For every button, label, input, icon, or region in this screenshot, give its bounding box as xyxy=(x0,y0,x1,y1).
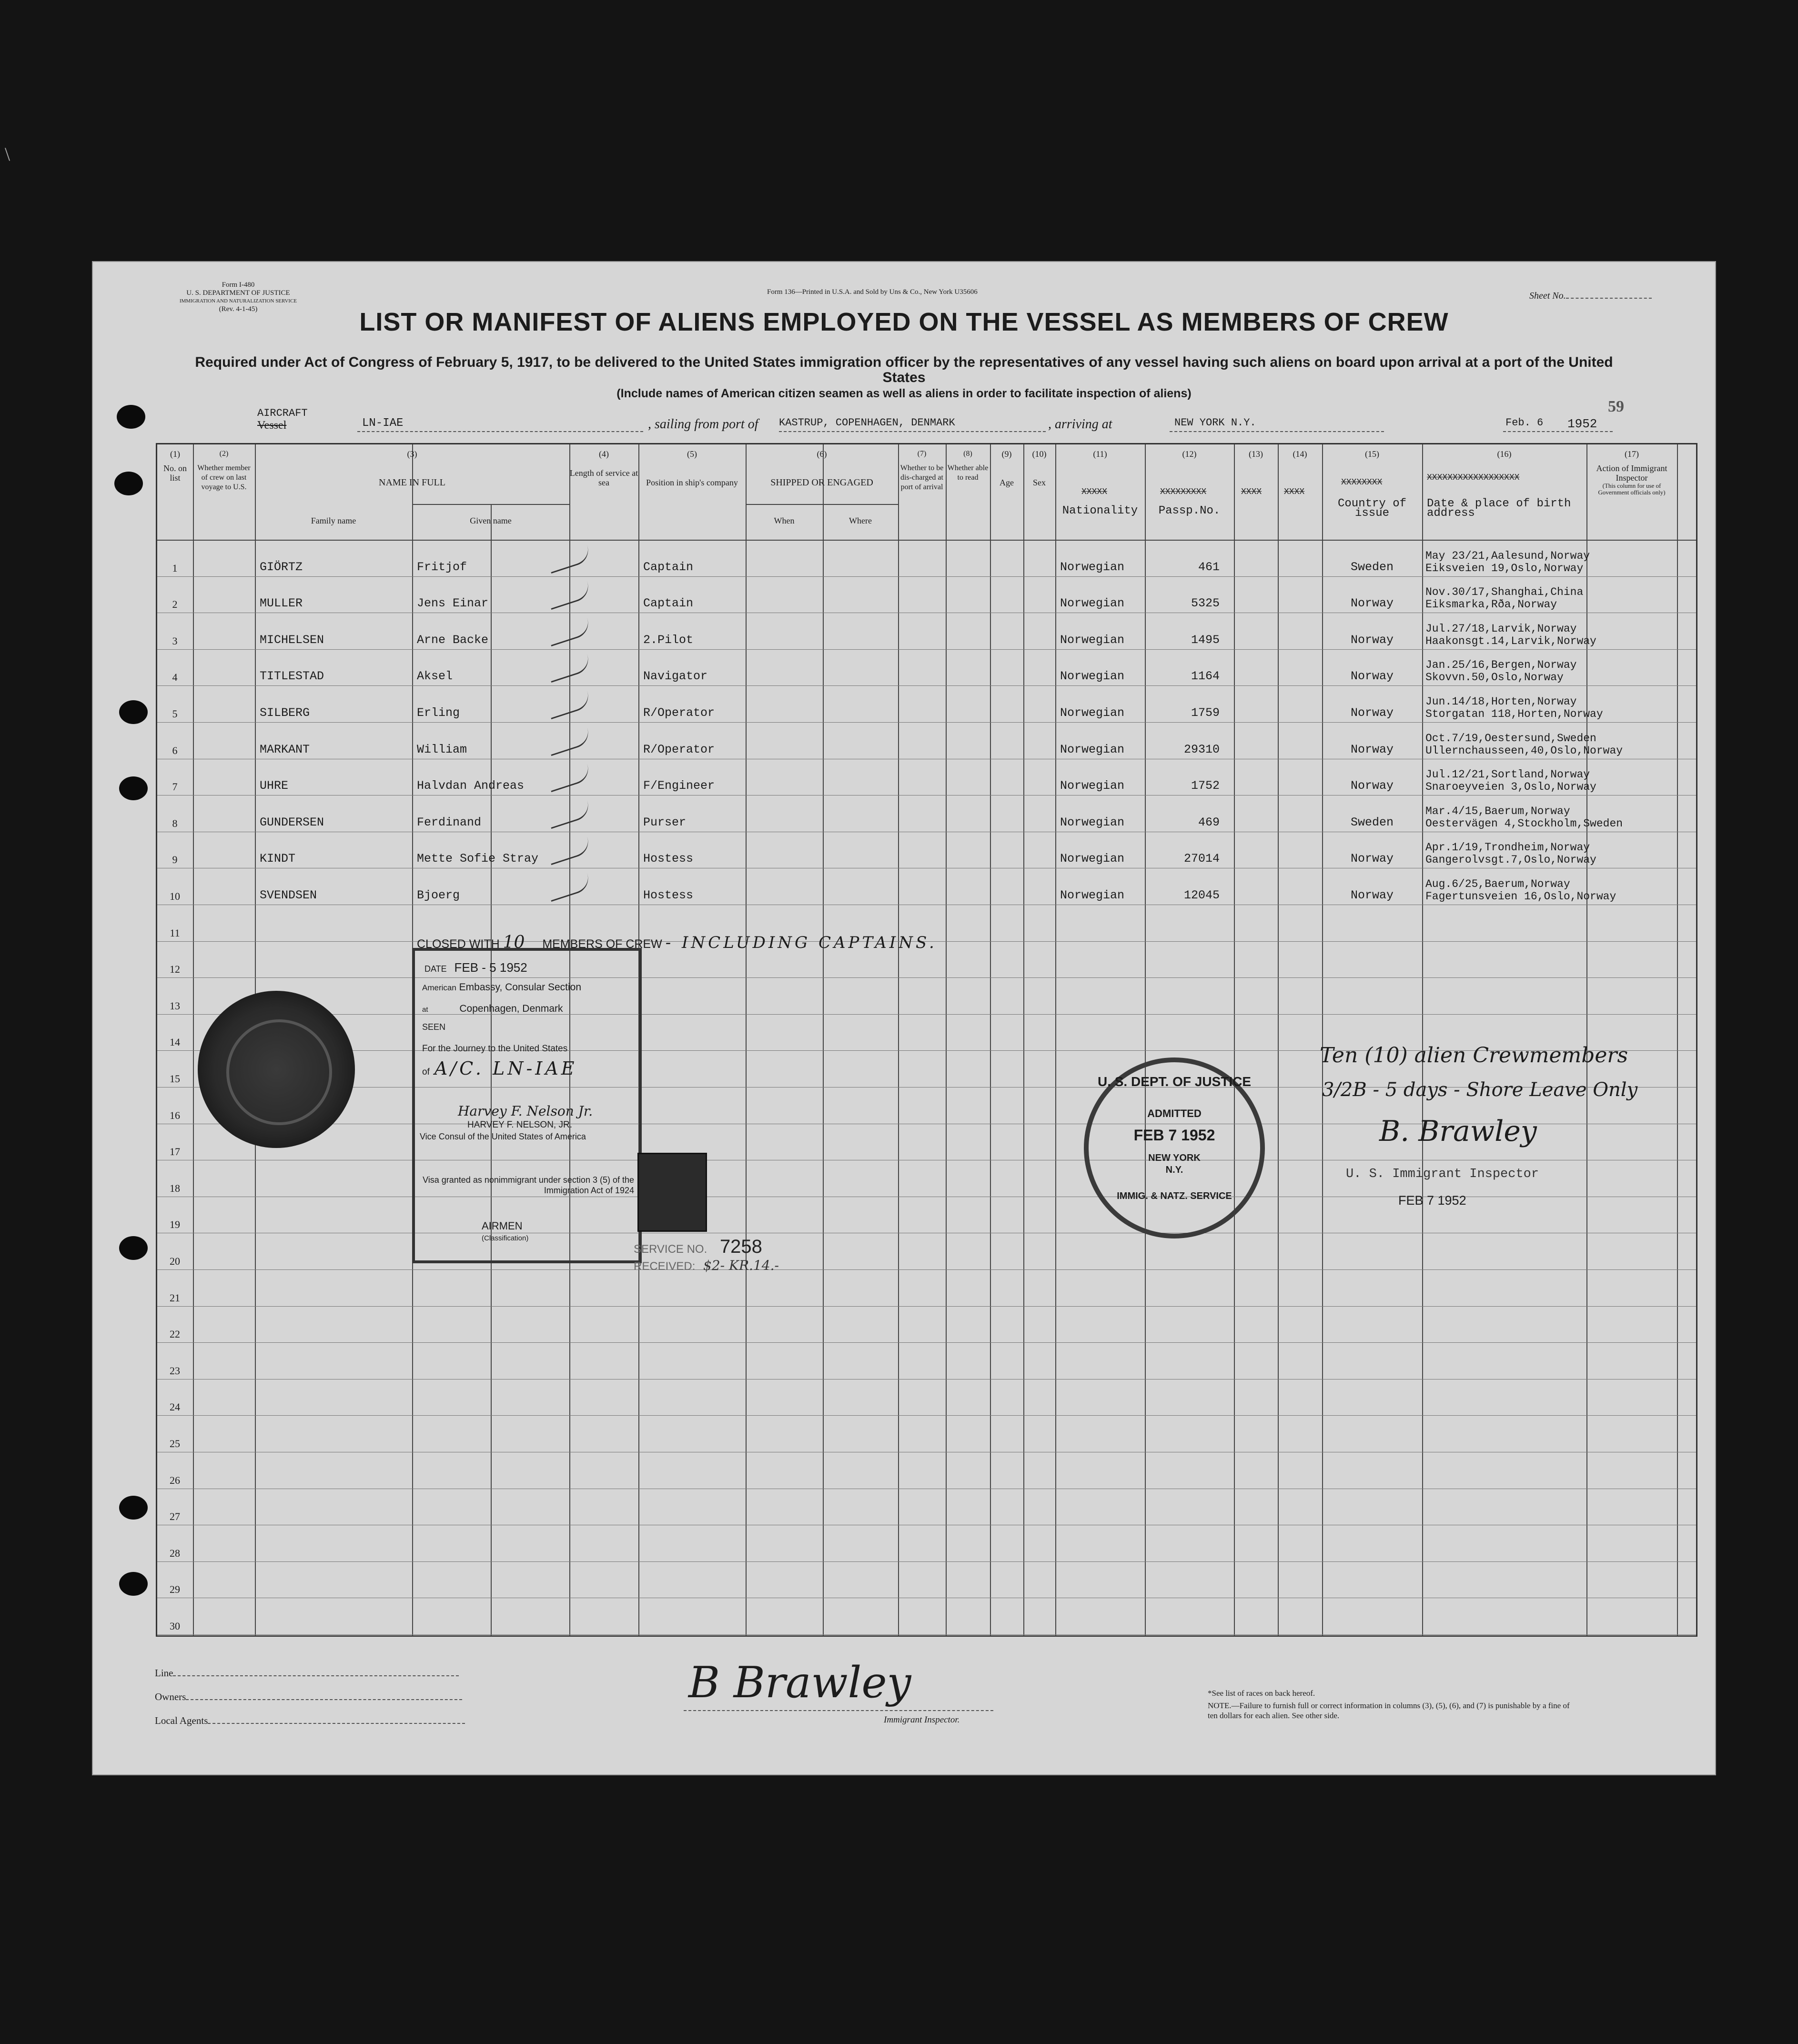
crew-nationality: Norwegian xyxy=(1060,815,1125,829)
printer-note: Form 136—Printed in U.S.A. and Sold by Uns & Co., New York U35606 xyxy=(767,288,978,296)
stamp-bottom-text: IMMIG. & NATZ. SERVICE xyxy=(1117,1191,1232,1201)
struck-header: XXXXXXXXXXXXXXXXXX xyxy=(1427,473,1520,483)
crew-country: Norway xyxy=(1350,779,1394,793)
crew-address: Skovvn.50,Oslo,Norway xyxy=(1425,671,1564,684)
crew-passport: 12045 xyxy=(1183,888,1220,902)
row-number: 23 xyxy=(170,1364,180,1377)
stamp-journey: For the Journey to the United States xyxy=(422,1044,568,1054)
row-number: 10 xyxy=(170,890,180,902)
crew-address: Fagertunsveien 16,Oslo,Norway xyxy=(1425,890,1616,903)
header-divider xyxy=(157,540,1696,541)
row-number: 29 xyxy=(170,1583,180,1596)
form-number: Form I-480 xyxy=(222,281,255,289)
stamp-embassy-row: American Embassy, Consular Section xyxy=(422,982,582,993)
closing-typed: CLOSED WITH xyxy=(417,937,500,951)
crew-address: Eiksveien 19,Oslo,Norway xyxy=(1425,562,1584,574)
crew-given: Arne Backe xyxy=(417,633,489,647)
row-number: 16 xyxy=(170,1109,180,1121)
row-number: 21 xyxy=(170,1291,180,1304)
row-line xyxy=(157,1014,1696,1015)
crew-address: Haakonsgt.14,Larvik,Norway xyxy=(1425,634,1596,647)
crew-country: Norway xyxy=(1350,742,1394,756)
crew-birth: Aug.6/25,Baerum,Norway xyxy=(1425,878,1570,890)
crew-nationality: Norwegian xyxy=(1060,596,1125,611)
crew-given: Aksel xyxy=(417,669,453,684)
col3-header: (3) NAME IN FULL xyxy=(379,449,445,488)
crew-given: William xyxy=(417,742,467,756)
crew-country: Sweden xyxy=(1350,815,1394,829)
sailing-label: , sailing from port of xyxy=(648,417,758,432)
crew-position: Navigator xyxy=(643,669,708,684)
crew-nationality: Norwegian xyxy=(1060,779,1125,793)
struck-header: XXXXXXXX xyxy=(1341,478,1383,487)
crew-address: Eiksmarka,Rða,Norway xyxy=(1425,598,1557,611)
row-number: 8 xyxy=(172,817,178,829)
col8-header: (8) Whether able to read xyxy=(947,450,989,482)
crew-passport: 1759 xyxy=(1191,706,1220,720)
crew-position: 2.Pilot xyxy=(643,633,694,647)
page-title: LIST OR MANIFEST OF ALIENS EMPLOYED ON THE VESSEL AS MEMBERS OF CREW xyxy=(359,308,1449,336)
row-line xyxy=(157,1269,1696,1270)
row-number: 13 xyxy=(170,999,180,1012)
page-subnote: (Include names of American citizen seamen as well as aliens in order to facilitate inspection of aliens) xyxy=(616,387,1192,400)
col13-header: (13) xyxy=(1249,449,1263,459)
col-divider xyxy=(1234,444,1235,1635)
crew-nationality: Norwegian xyxy=(1060,633,1125,647)
where-header: Where xyxy=(849,516,872,525)
crew-passport: 29310 xyxy=(1183,742,1220,756)
punch-hole xyxy=(119,776,148,800)
crew-given: Halvdan Andreas xyxy=(417,779,525,793)
department: U. S. DEPARTMENT OF JUSTICE xyxy=(186,289,290,297)
crew-passport: 1164 xyxy=(1191,669,1220,684)
crew-address: Snaroeyveien 3,Oslo,Norway xyxy=(1425,781,1596,794)
stamp-seen: SEEN xyxy=(422,1022,446,1032)
closing-typed2: MEMBERS OF CREW xyxy=(542,937,662,951)
when-header: When xyxy=(774,516,795,525)
footer-note1: *See list of races on back hereof. xyxy=(1208,1689,1315,1698)
crew-family: TITLESTAD xyxy=(260,669,324,684)
footer-owners-label: Owners xyxy=(155,1691,462,1703)
crew-given: Fritjof xyxy=(417,560,467,574)
closing-handwritten: - INCLUDING CAPTAINS. xyxy=(665,933,937,952)
row-number: 26 xyxy=(170,1474,180,1486)
crew-nationality: Norwegian xyxy=(1060,560,1125,574)
crew-country: Norway xyxy=(1350,888,1394,902)
service-fee-row: SERVICE NO. 7258 xyxy=(634,1236,762,1257)
ins-admitted-stamp xyxy=(1084,1057,1265,1238)
crew-position: F/Engineer xyxy=(643,779,715,793)
crew-birth: May 23/21,Aalesund,Norway xyxy=(1425,549,1590,562)
stamp-date: FEB 7 1952 xyxy=(1133,1127,1215,1144)
punch-hole xyxy=(119,700,148,724)
revision: (Rev. 4-1-45) xyxy=(219,305,258,313)
visa-class-label: (Classification) xyxy=(482,1234,529,1242)
crew-given: Erling xyxy=(417,706,460,720)
crew-family: GIÖRTZ xyxy=(260,560,303,574)
crew-address: Storgatan 118,Horten,Norway xyxy=(1425,708,1603,720)
col17-header: (17) Action of Immigrant Inspector (This column for use of Government officials only) xyxy=(1596,449,1667,496)
crew-address: Oestervägen 4,Stockholm,Sweden xyxy=(1425,817,1623,830)
crew-passport: 27014 xyxy=(1183,852,1220,866)
col7-header: (7) Whether to be dis-charged at port of arrival xyxy=(900,450,944,491)
crew-birth: Jan.25/16,Bergen,Norway xyxy=(1425,659,1577,672)
punch-hole xyxy=(117,405,145,429)
crew-position: Purser xyxy=(643,815,687,829)
col6-header: (6) SHIPPED OR ENGAGED xyxy=(770,449,873,488)
row-line xyxy=(157,1342,1696,1343)
crew-passport: 5325 xyxy=(1191,596,1220,611)
crew-nationality: Norwegian xyxy=(1060,706,1125,720)
punch-hole xyxy=(119,1496,148,1520)
col14-header: (14) xyxy=(1293,449,1307,459)
col-divider xyxy=(823,504,824,1635)
col-divider xyxy=(990,444,991,1635)
stamp-aircraft-row: of A/C. LN-IAE xyxy=(422,1058,577,1079)
consul-name: HARVEY F. NELSON, JR. xyxy=(467,1120,572,1130)
inspector-note-line1: Ten (10) alien Crewmembers xyxy=(1320,1043,1628,1067)
inspector-note-line2: 3/2B - 5 days - Shore Leave Only xyxy=(1322,1079,1638,1101)
col-divider xyxy=(746,444,747,1635)
visa-class: AIRMEN xyxy=(482,1220,523,1232)
row-line xyxy=(157,1634,1696,1635)
crew-given: Ferdinand xyxy=(417,815,482,829)
vessel-name: LN-IAE xyxy=(362,417,404,430)
col12-header: (12) Passp.No. xyxy=(1158,449,1221,517)
crew-family: GUNDERSEN xyxy=(260,815,324,829)
page-number: 59 xyxy=(1608,398,1624,415)
col5-header: (5) Position in ship's company xyxy=(646,449,738,487)
row-number: 30 xyxy=(170,1620,180,1632)
crew-birth: Nov.30/17,Shanghai,China xyxy=(1425,586,1584,599)
manifest-sheet xyxy=(93,262,1715,1774)
crew-address: Ullernchausseen,40,Oslo,Norway xyxy=(1425,744,1623,757)
crew-position: Hostess xyxy=(643,888,694,902)
received-fee-row: RECEIVED: $2- KR.14.- xyxy=(634,1258,779,1273)
crew-birth: Jul.27/18,Larvik,Norway xyxy=(1425,622,1577,635)
row-number: 1 xyxy=(172,562,178,574)
crew-country: Norway xyxy=(1350,596,1394,611)
struck-header: XXXX xyxy=(1241,487,1262,497)
row-number: 6 xyxy=(172,744,178,756)
row-line xyxy=(157,1561,1696,1562)
crew-position: R/Operator xyxy=(643,742,715,756)
closing-count: 10 xyxy=(503,933,525,952)
col9-header: (9) Age xyxy=(1000,449,1014,487)
given-name-header: Given name xyxy=(470,516,512,525)
embassy-visa-stamp xyxy=(412,948,642,1263)
port-underline xyxy=(779,431,1046,432)
stamp-date-row: DATE FEB - 5 1952 xyxy=(424,960,527,975)
row-number: 24 xyxy=(170,1401,180,1413)
col-divider xyxy=(1677,444,1678,1635)
row-number: 4 xyxy=(172,671,178,684)
revenue-stamp xyxy=(637,1153,707,1232)
footer-agents-label: Local Agents xyxy=(155,1715,465,1727)
crew-country: Norway xyxy=(1350,852,1394,866)
punch-hole xyxy=(119,1572,148,1596)
col2-header: (2) Whether member of crew on last voyage to U.S. xyxy=(197,450,251,491)
crew-family: UHRE xyxy=(260,779,289,793)
arrival-year: 1952 xyxy=(1567,417,1597,431)
row-line xyxy=(157,977,1696,978)
col4-header: (4) Length of service at sea xyxy=(569,449,638,487)
row-number: 25 xyxy=(170,1438,180,1450)
footer-signature-line xyxy=(684,1710,993,1711)
punch-hole xyxy=(114,472,143,495)
crew-position: Captain xyxy=(643,560,694,574)
arrival-underline xyxy=(1170,431,1384,432)
crew-birth: Jul.12/21,Sortland,Norway xyxy=(1425,768,1590,781)
crew-country: Sweden xyxy=(1350,560,1394,574)
struck-header: XXXXX xyxy=(1081,487,1108,497)
row-number: 12 xyxy=(170,963,180,976)
footer-inspector-caption: Immigrant Inspector. xyxy=(884,1715,960,1725)
crew-country: Norway xyxy=(1350,706,1394,720)
col15-header: (15) Country of issue xyxy=(1337,449,1407,520)
crew-position: Hostess xyxy=(643,852,694,866)
footer-note2: NOTE.—Failure to furnish full or correct information in columns (3), (5), (6), and (7) is punishable by a fine of ten dollars for each alien. See other side. xyxy=(1208,1701,1570,1720)
date-underline xyxy=(1503,431,1613,432)
inspector-label: U. S. Immigrant Inspector xyxy=(1346,1167,1539,1181)
col-divider xyxy=(1586,444,1587,1635)
row-number: 22 xyxy=(170,1328,180,1340)
inspector-signature: B. Brawley xyxy=(1379,1115,1537,1148)
row-number: 20 xyxy=(170,1255,180,1267)
row-number: 14 xyxy=(170,1036,180,1048)
crew-birth: Jun.14/18,Horten,Norway xyxy=(1425,695,1577,708)
vessel-underline xyxy=(357,431,643,432)
punch-hole xyxy=(119,1236,148,1260)
table-bottom xyxy=(157,1635,1696,1636)
crew-passport: 469 xyxy=(1198,815,1220,829)
col1-header: (1) No. on list xyxy=(163,449,187,483)
crew-country: Norway xyxy=(1350,669,1394,684)
crew-birth: Apr.1/19,Trondheim,Norway xyxy=(1425,841,1590,854)
stamp-ring-text: U. S. DEPT. OF JUSTICE xyxy=(1097,1074,1252,1089)
crew-given: Jens Einar xyxy=(417,596,489,611)
col-divider xyxy=(898,444,899,1635)
row-number: 28 xyxy=(170,1547,180,1559)
row-line xyxy=(157,722,1696,723)
crew-given: Mette Sofie Stray xyxy=(417,852,539,866)
stamp-admitted: ADMITTED xyxy=(1147,1108,1202,1119)
crew-passport: 1495 xyxy=(1191,633,1220,647)
col16-header: (16) Date & place of birth address xyxy=(1427,449,1571,520)
sheet-number-label: Sheet No. xyxy=(1529,291,1652,302)
row-number: 27 xyxy=(170,1510,180,1523)
crew-position: R/Operator xyxy=(643,706,715,720)
col-divider xyxy=(1422,444,1423,1635)
row-number: 18 xyxy=(170,1182,180,1194)
footer-line-label: Line xyxy=(155,1667,459,1679)
page-subtitle: Required under Act of Congress of February 5, 1917, to be delivered to the United States immigration officer by the representatives of any vessel having such aliens on board upon arrival at a port of the United States xyxy=(195,354,1613,385)
crew-family: KINDT xyxy=(260,852,296,866)
col-divider xyxy=(1023,444,1024,1635)
crew-family: MULLER xyxy=(260,596,303,611)
crew-family: MARKANT xyxy=(260,742,310,756)
inspector-date: FEB 7 1952 xyxy=(1398,1193,1466,1208)
crew-passport: 1752 xyxy=(1191,779,1220,793)
row-number: 2 xyxy=(172,598,178,611)
row-line xyxy=(157,649,1696,650)
row-number: 9 xyxy=(172,854,178,866)
row-number: 17 xyxy=(170,1146,180,1158)
consul-signature: Harvey F. Nelson Jr. xyxy=(458,1103,593,1119)
seal-inner-ring xyxy=(226,1019,332,1125)
crew-nationality: Norwegian xyxy=(1060,888,1125,902)
row-line xyxy=(157,1306,1696,1307)
row-number: 3 xyxy=(172,634,178,647)
row-number: 7 xyxy=(172,781,178,793)
embossed-seal xyxy=(198,991,355,1148)
col11-header: (11) Nationality xyxy=(1062,449,1138,517)
crew-table xyxy=(156,443,1697,1637)
crew-country: Norway xyxy=(1350,633,1394,647)
row-number: 15 xyxy=(170,1073,180,1085)
stamp-city-row: at Copenhagen, Denmark xyxy=(422,1003,563,1014)
stamp-city: NEW YORK xyxy=(1148,1153,1201,1163)
arriving-label: , arriving at xyxy=(1048,417,1112,432)
consul-title: Vice Consul of the United States of America xyxy=(420,1132,586,1141)
film-edge-mark: \ xyxy=(5,143,10,165)
col-divider xyxy=(1322,444,1323,1635)
struck-header: XXXXXXXXX xyxy=(1160,487,1207,497)
col-divider xyxy=(193,444,194,1635)
footer-inspector-signature: B Brawley xyxy=(688,1658,911,1708)
crew-nationality: Norwegian xyxy=(1060,669,1125,684)
crew-address: Gangerolvsgt.7,Oslo,Norway xyxy=(1425,854,1596,866)
departure-port: KASTRUP, COPENHAGEN, DENMARK xyxy=(779,417,955,429)
col-divider xyxy=(946,444,947,1635)
vessel-type: AIRCRAFT xyxy=(257,407,308,419)
row-line xyxy=(157,576,1696,577)
crew-birth: Oct.7/19,Oestersund,Sweden xyxy=(1425,732,1596,745)
service-name: IMMIGRATION AND NATURALIZATION SERVICE xyxy=(179,298,297,304)
row-number: 19 xyxy=(170,1218,180,1231)
row-number: 11 xyxy=(170,926,180,939)
crew-given: Bjoerg xyxy=(417,888,460,902)
struck-header: XXXX xyxy=(1284,487,1305,497)
stamp-state: N.Y. xyxy=(1165,1165,1183,1175)
shipped-subdivider xyxy=(746,504,898,505)
crew-passport: 461 xyxy=(1198,560,1220,574)
crew-position: Captain xyxy=(643,596,694,611)
crew-family: SILBERG xyxy=(260,706,310,720)
row-line xyxy=(157,685,1696,686)
arrival-date: Feb. 6 xyxy=(1505,417,1544,429)
crew-family: MICHELSEN xyxy=(260,633,324,647)
arrival-port: NEW YORK N.Y. xyxy=(1174,417,1256,429)
vessel-struck: Vessel xyxy=(257,419,287,432)
family-name-header: Family name xyxy=(311,516,356,525)
col-divider xyxy=(1055,444,1056,1635)
row-number: 5 xyxy=(172,708,178,720)
row-line xyxy=(157,1415,1696,1416)
visa-grant-text: Visa granted as nonimmigrant under section 3 (5) of the Immigration Act of 1924 xyxy=(423,1175,634,1195)
crew-birth: Mar.4/15,Baerum,Norway xyxy=(1425,805,1570,817)
crew-nationality: Norwegian xyxy=(1060,852,1125,866)
col10-header: (10) Sex xyxy=(1032,449,1047,487)
col-divider xyxy=(1278,444,1279,1635)
col-divider xyxy=(1145,444,1146,1635)
crew-family: SVENDSEN xyxy=(260,888,317,902)
crew-nationality: Norwegian xyxy=(1060,742,1125,756)
